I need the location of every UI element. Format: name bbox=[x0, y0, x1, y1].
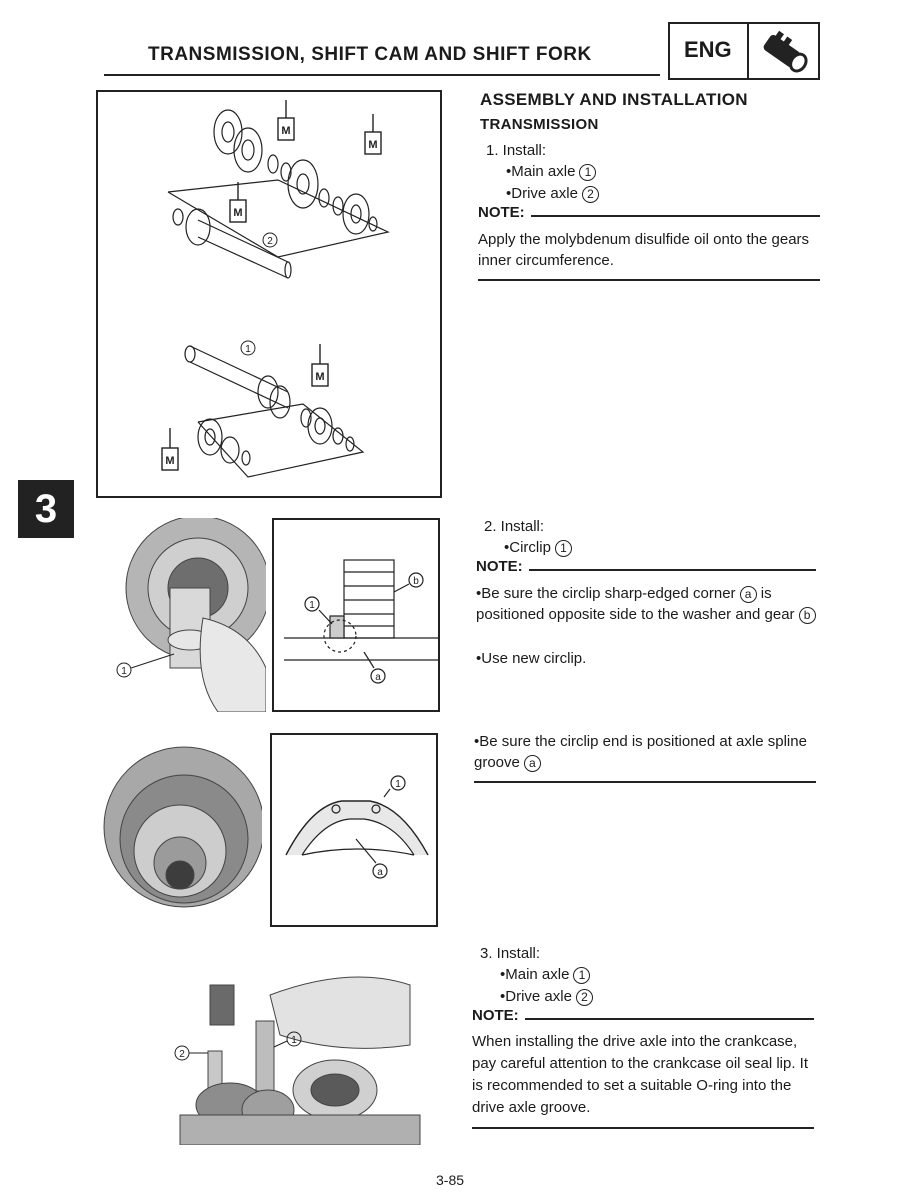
oil-marker-label: M bbox=[368, 139, 378, 151]
axle-installation-photo bbox=[160, 955, 440, 1145]
item-label: •Circlip bbox=[504, 539, 551, 556]
bullet-text: •Be sure the circlip sharp-edged corner bbox=[476, 585, 736, 602]
note-rule bbox=[525, 1018, 814, 1020]
callout-main-axle: 1 bbox=[291, 1035, 297, 1046]
oil-marker-label: M bbox=[233, 207, 243, 219]
step2-note-header bbox=[476, 558, 816, 575]
note-label: NOTE: bbox=[476, 558, 523, 575]
oil-marker-label: M bbox=[315, 371, 325, 383]
section-title: ASSEMBLY AND INSTALLATION bbox=[480, 90, 748, 109]
circlip-section-diagram bbox=[272, 518, 440, 712]
step1-note-end-rule bbox=[478, 279, 820, 281]
step2-item-circlip bbox=[504, 537, 572, 558]
callout-number: 2 bbox=[576, 989, 593, 1006]
circlip-groove-diagram bbox=[270, 733, 438, 927]
step2-bullet-new-circlip: •Use new circlip. bbox=[476, 650, 587, 667]
callout-sharp-corner: a bbox=[375, 672, 381, 683]
subsection-title: TRANSMISSION bbox=[480, 116, 599, 133]
header-rule bbox=[104, 74, 660, 76]
callout-drive-axle: 2 bbox=[179, 1049, 185, 1060]
callout-number: 1 bbox=[579, 164, 596, 181]
item-label: •Drive axle bbox=[500, 988, 572, 1005]
item-label: •Drive axle bbox=[506, 185, 578, 202]
step1-item-main-axle bbox=[506, 161, 596, 182]
exploded-view-drawing bbox=[98, 92, 440, 496]
bullet-text: is positioned opposite side to the washer and gear bbox=[476, 585, 795, 623]
callout-spline-groove: a bbox=[377, 867, 383, 878]
item-label: •Main axle bbox=[500, 966, 570, 983]
ref-letter: a bbox=[524, 755, 541, 772]
section-code-label: ENG bbox=[684, 37, 732, 62]
step3-note-end-rule bbox=[472, 1127, 814, 1129]
callout-circlip: 1 bbox=[309, 600, 315, 611]
ref-letter: a bbox=[740, 586, 757, 603]
page-header-title: TRANSMISSION, SHIFT CAM AND SHIFT FORK bbox=[148, 44, 592, 65]
step3-note-text: When installing the drive axle into the crankcase, pay careful attention to the crankcase oil seal lip. It is recommended to set a suitable O-ring into the drive axle groove. bbox=[472, 1033, 809, 1116]
callout-washer-gear: b bbox=[413, 576, 419, 587]
callout-circlip: 1 bbox=[121, 666, 127, 677]
step3-item-main-axle bbox=[500, 964, 590, 985]
callout-drive-axle: 2 bbox=[267, 236, 273, 247]
step3-install-label: 3. Install: bbox=[480, 945, 541, 962]
step2-bullet-sharp-edge bbox=[476, 583, 822, 625]
step2-install-label: 2. Install: bbox=[484, 518, 545, 535]
section-code-divider bbox=[747, 24, 749, 78]
transmission-exploded-diagram bbox=[96, 90, 442, 498]
circlip-section-drawing bbox=[274, 520, 438, 710]
step1-install-label: 1. Install: bbox=[486, 142, 547, 159]
bullet-text: •Be sure the circlip end is positioned at axle spline groove bbox=[474, 733, 807, 771]
note-rule bbox=[531, 215, 820, 217]
step3-item-drive-axle bbox=[500, 986, 593, 1007]
step1-note-text: Apply the molybdenum disulfide oil onto the gears inner circumference. bbox=[478, 231, 810, 269]
note-rule bbox=[529, 569, 816, 571]
oil-marker-label: M bbox=[281, 125, 291, 137]
callout-number: 1 bbox=[555, 540, 572, 557]
callout-circlip: 1 bbox=[395, 779, 401, 790]
engine-icon bbox=[754, 28, 816, 76]
callout-number: 1 bbox=[573, 967, 590, 984]
step3-note-header bbox=[472, 1007, 814, 1024]
callout-number: 2 bbox=[582, 186, 599, 203]
note-label: NOTE: bbox=[472, 1007, 519, 1024]
step2-note-end-rule bbox=[474, 781, 816, 783]
callout-main-axle: 1 bbox=[245, 344, 251, 355]
page-number: 3-85 bbox=[436, 1172, 465, 1188]
note-label: NOTE: bbox=[478, 204, 525, 221]
circlip-groove-drawing bbox=[272, 735, 436, 925]
circlip-photo bbox=[108, 518, 266, 712]
chapter-tab: 3 bbox=[18, 480, 74, 538]
oil-marker-label: M bbox=[165, 455, 175, 467]
circlip-spline-photo bbox=[96, 735, 262, 927]
lower-gears bbox=[198, 419, 250, 465]
step1-note-header bbox=[478, 204, 820, 221]
step1-item-drive-axle bbox=[506, 183, 599, 204]
step2-bullet-spline-groove bbox=[474, 731, 822, 773]
drive-axle-shaft bbox=[173, 209, 291, 278]
item-label: •Main axle bbox=[506, 163, 576, 180]
ref-letter: b bbox=[799, 607, 816, 624]
